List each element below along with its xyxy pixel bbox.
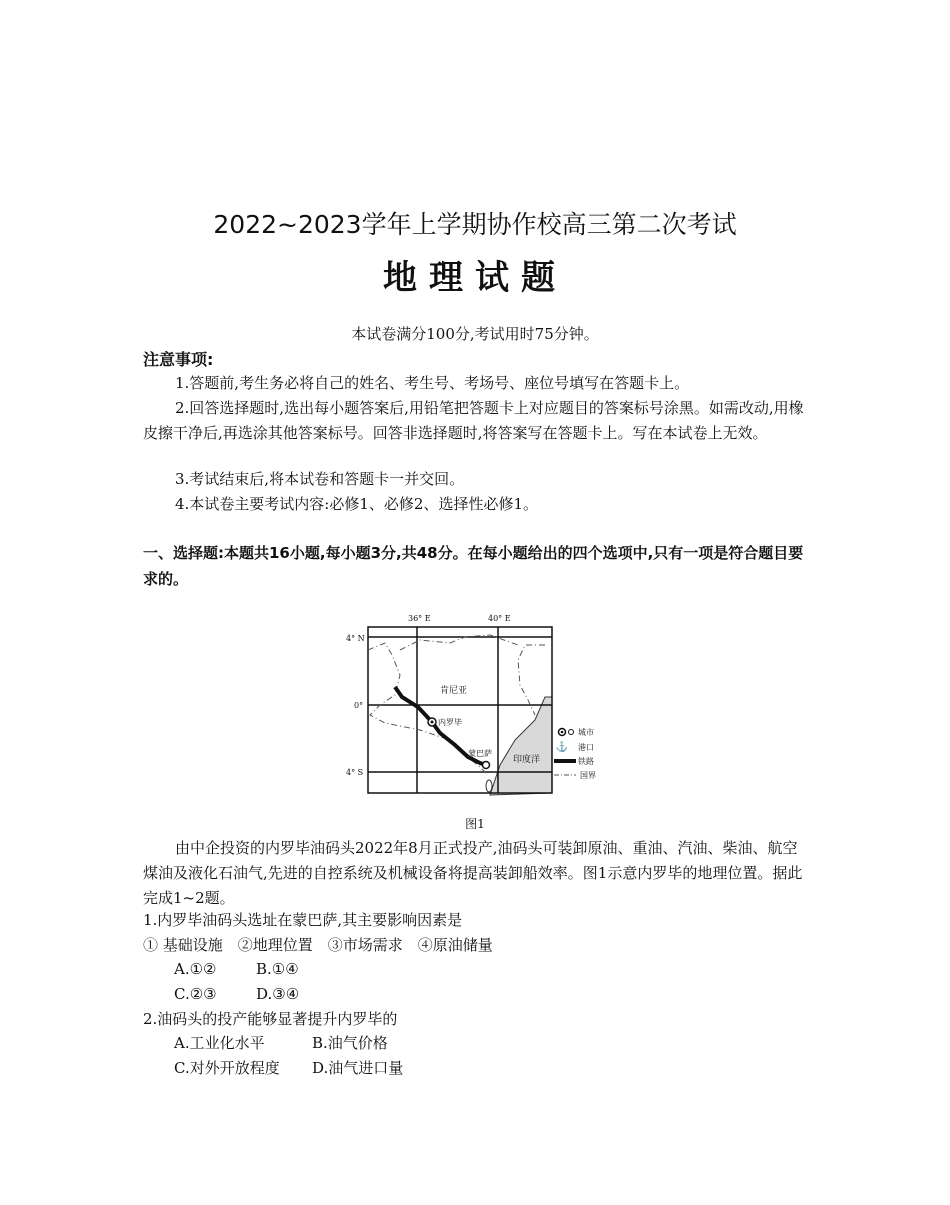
- legend-railway: 铁路: [578, 757, 594, 766]
- q2-option-a[interactable]: A.工业化水平: [174, 1034, 265, 1052]
- lon-label-36: 36° E: [408, 614, 431, 623]
- ocean-area: [490, 697, 552, 795]
- question-2-stem: 2.油码头的投产能够显著提升内罗毕的: [143, 1010, 398, 1028]
- anchor-icon: ⚓: [555, 742, 569, 753]
- legend-city-icon-port: [569, 730, 574, 735]
- legend-border: 国界: [580, 771, 596, 780]
- legend-city-icon-dot: [561, 731, 564, 734]
- legend-city: 城市: [578, 728, 594, 737]
- figure-1-map: [340, 605, 620, 805]
- subject-title: 地理试题: [383, 258, 567, 298]
- lat-label-0: 0°: [354, 701, 364, 710]
- q2-option-c[interactable]: C.对外开放程度: [174, 1059, 280, 1077]
- figure-caption: 图1: [465, 817, 485, 831]
- exam-info: 本试卷满分100分,考试用时75分钟。: [351, 325, 599, 343]
- q1-option-c[interactable]: C.②③: [174, 985, 217, 1003]
- note-item: 1.答题前,考生务必将自己的姓名、考生号、考场号、座位号填写在答题卡上。: [175, 374, 690, 392]
- mombasa-marker: [483, 762, 490, 769]
- legend-port: 港口: [578, 743, 594, 752]
- lon-label-40: 40° E: [488, 614, 511, 623]
- notes-heading: 注意事项:: [143, 350, 214, 369]
- island: [486, 780, 492, 792]
- nairobi-marker-dot: [431, 721, 434, 724]
- q1-option-a[interactable]: A.①②: [174, 960, 217, 978]
- note-item: 2.回答选择题时,选出每小题答案后,用铅笔把答题卡上对应题目的答案标号涂黑。如需改动,用橡皮擦干净后,再选涂其他答案标号。回答非选择题时,将答案写在答题卡上。写在本试卷上无效。: [143, 399, 804, 442]
- city-label-mombasa: 蒙巴萨: [468, 749, 492, 758]
- question-1-sub: ① 基础设施 ②地理位置 ③市场需求 ④原油储量: [143, 936, 493, 954]
- country-label: 肯尼亚: [440, 686, 468, 696]
- ocean-label: 印度洋: [513, 755, 541, 765]
- section-heading: 一、选择题:本题共16小题,每小题3分,共48分。在每小题给出的四个选项中,只有一项是符合题目要求的。: [143, 544, 804, 588]
- lat-label-4n: 4° N: [346, 634, 365, 643]
- note-item: 4.本试卷主要考试内容:必修1、必修2、选择性必修1。: [175, 495, 538, 513]
- question-1-stem: 1.内罗毕油码头选址在蒙巴萨,其主要影响因素是: [143, 911, 463, 929]
- lat-label-4s: 4° S: [346, 768, 364, 777]
- exam-title: 2022~2023学年上学期协作校高三第二次考试: [213, 210, 737, 239]
- q2-option-b[interactable]: B.油气价格: [312, 1034, 388, 1052]
- q1-option-b[interactable]: B.①④: [256, 960, 299, 978]
- q1-option-d[interactable]: D.③④: [256, 985, 300, 1003]
- city-label-nairobi: 内罗毕: [438, 718, 462, 727]
- note-item: 3.考试结束后,将本试卷和答题卡一并交回。: [175, 470, 465, 488]
- passage: 由中企投资的内罗毕油码头2022年8月正式投产,油码头可装卸原油、重油、汽油、柴油、航空煤油及液化石油气,先进的自控系统及机械设备将提高装卸船效率。图1示意内罗毕的地理位置。据此完成1~2题。: [143, 839, 803, 907]
- q2-option-d[interactable]: D.油气进口量: [312, 1059, 404, 1077]
